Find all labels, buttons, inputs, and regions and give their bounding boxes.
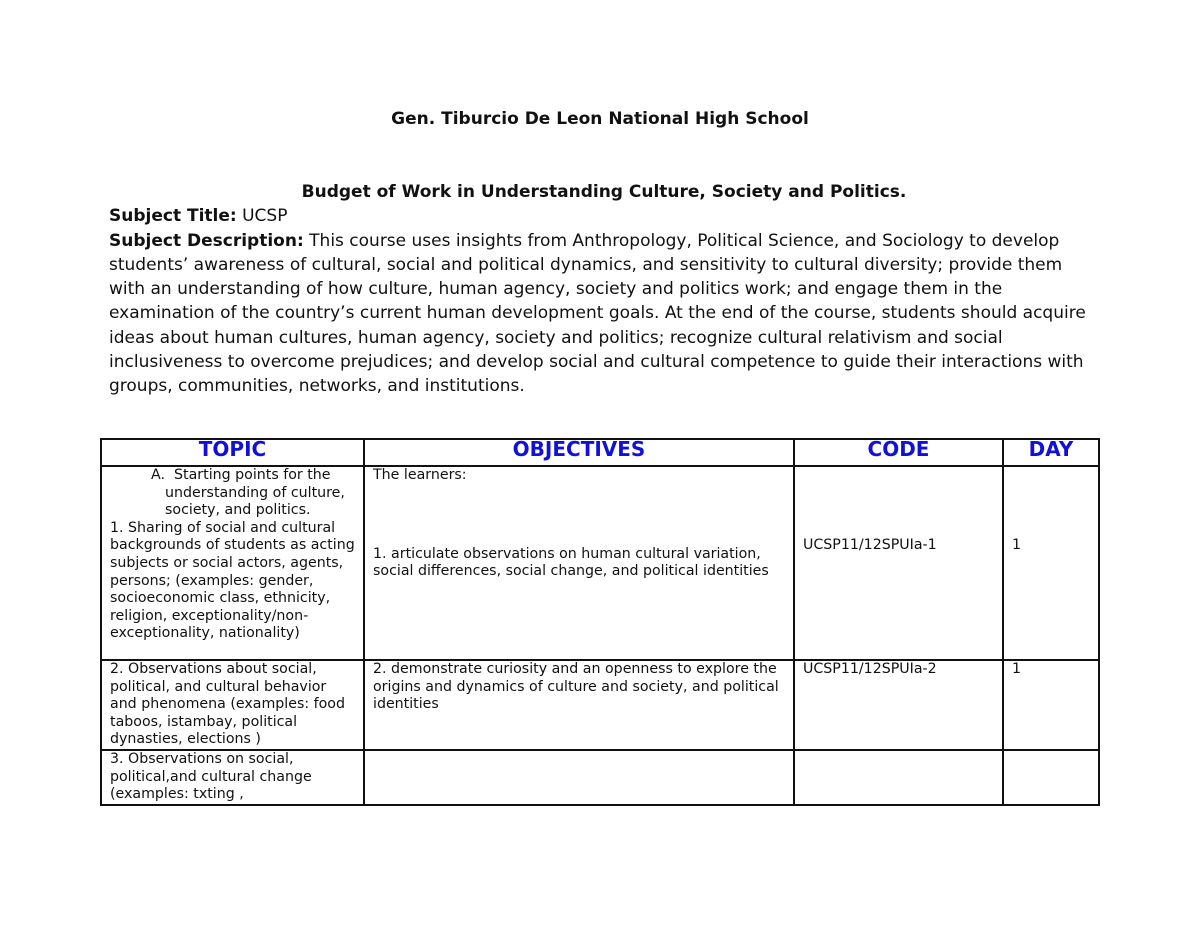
objective-text: 1. articulate observations on human cultural variation, social differences, social change, and political identities [373, 545, 769, 580]
topic-cell [101, 750, 364, 805]
subject-description [109, 229, 1099, 399]
school-name: Gen. Tiburcio De Leon National High School [391, 109, 809, 129]
topic-cell [101, 466, 364, 660]
header-code: CODE [794, 439, 1003, 466]
objective-cell [364, 660, 794, 750]
header-day: DAY [1003, 439, 1099, 466]
topic-text: 3. Observations on social, political,and cultural change (examples: txting , [110, 751, 312, 803]
day-cell [1003, 660, 1099, 750]
header-objectives: OBJECTIVES [364, 439, 794, 466]
subject-description-value: This course uses insights from Anthropology, Political Science, and Sociology to develop students’ awareness of cultural, social and political dynamics, and sensitivity to cultural diversity; provide them with an understanding of how culture, human agency, society and politics work; and engage them in the examination of the country’s current human development goals. At the end of the course, students should acquire ideas about human cultures, human agency, society and politics; recognize cultural relativism and social inclusiveness to overcome prejudices; and develop social and cultural competence to guide their interactions with groups, communities, networks, and institutions. [109, 230, 1086, 397]
code-cell [794, 466, 1003, 660]
document-header [109, 180, 1099, 399]
objective-cell [364, 750, 794, 805]
budget-of-work-table [100, 438, 1100, 806]
day-text: 1 [1012, 661, 1022, 677]
day-cell [1003, 466, 1099, 660]
day-cell [1003, 750, 1099, 805]
topic-letter: A. [151, 467, 165, 483]
objective-intro: The learners: [373, 467, 467, 483]
topic-heading-text: Starting points for the understanding of culture, society, and politics. [165, 467, 345, 519]
header-topic: TOPIC [101, 439, 364, 466]
day-text: 1 [1012, 537, 1022, 553]
objective-text: 2. demonstrate curiosity and an openness to explore the origins and dynamics of culture and society, and political identities [373, 661, 779, 713]
code-cell [794, 750, 1003, 805]
table-row [101, 466, 1099, 660]
subject-description-label: Subject Description: [109, 230, 304, 251]
code-text: UCSP11/12SPUIa-1 [803, 537, 937, 553]
subject-title-value: UCSP [242, 206, 288, 227]
subject-title-label: Subject Title: [109, 206, 237, 227]
topic-text: 2. Observations about social, political, and cultural behavior and phenomena (examples: food taboos, istambay, political dynasties, elections ) [110, 661, 345, 748]
document-title: Budget of Work in Understanding Culture, Society and Politics. [301, 182, 907, 202]
code-text: UCSP11/12SPUIa-2 [803, 661, 937, 677]
objective-cell [364, 466, 794, 660]
topic-text: 1. Sharing of social and cultural backgrounds of students as acting subjects or social actors, agents, persons; (examples: gender, socioeconomic class, ethnicity, religion, exceptionality/non-exceptionality, nationality) [110, 519, 355, 642]
topic-heading [110, 467, 355, 520]
code-cell [794, 660, 1003, 750]
topic-cell [101, 660, 364, 750]
table-header-row [101, 439, 1099, 466]
subject-title [109, 204, 1099, 228]
table-row [101, 750, 1099, 805]
table-row [101, 660, 1099, 750]
